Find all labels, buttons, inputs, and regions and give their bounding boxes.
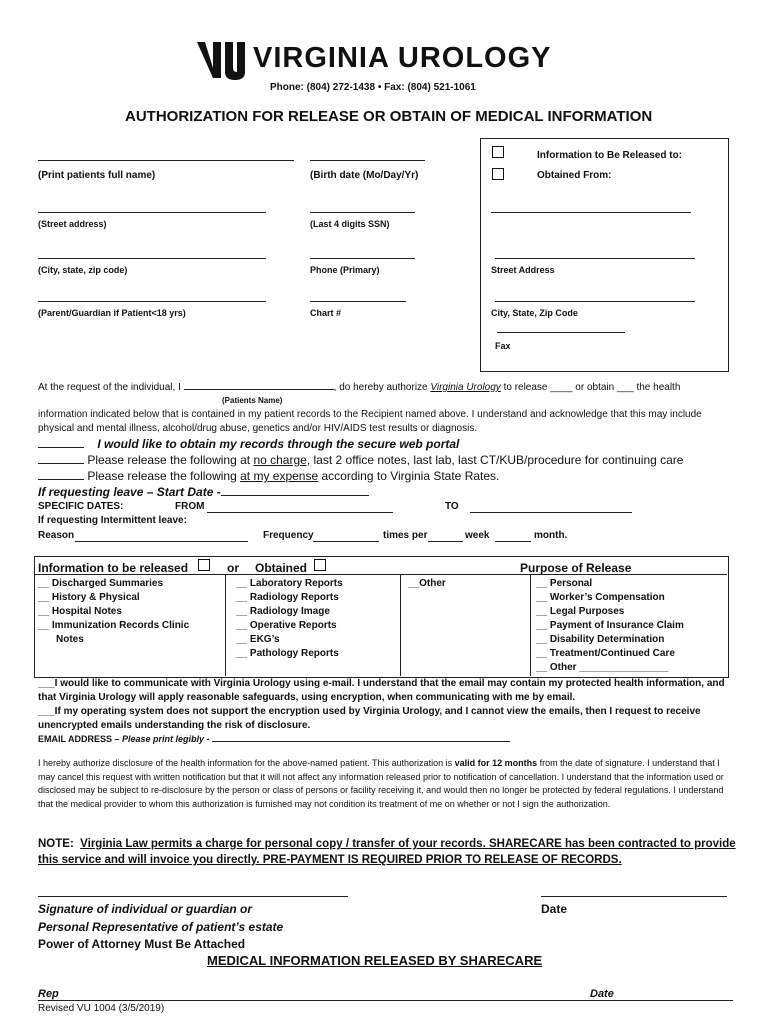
or-label: or — [227, 561, 239, 575]
note-text: Virginia Law permits a charge for personal copy / transfer of your records. SHARECARE has been contracted to provide this service and will invoice you directly. PRE-PAYMENT IS REQUIRED PRIOR TO RELEASE OF RECORDS. — [38, 838, 736, 866]
signature-date-line[interactable] — [541, 896, 727, 897]
patient-name-label: (Print patients full name) — [38, 170, 156, 181]
list-item[interactable]: __Other — [408, 578, 446, 589]
authorization-line — [38, 382, 680, 393]
list-item[interactable]: __ Laboratory Reports — [236, 578, 343, 589]
phone-line[interactable] — [310, 258, 415, 259]
list-item[interactable]: __ History & Physical — [38, 592, 140, 603]
street-address-label: (Street address) — [38, 219, 107, 229]
leave-start-text: If requesting leave – Start Date - — [38, 485, 221, 499]
portal-request-text: I would like to obtain my records through the secure web portal — [97, 437, 460, 451]
expense-request[interactable] — [38, 469, 499, 483]
reason-label: Reason — [38, 530, 75, 541]
expense-text-u: at my expense — [240, 469, 319, 483]
obtained-from-checkbox[interactable] — [492, 168, 504, 180]
revision-label: Revised VU 1004 (3/5/2019) — [38, 1003, 165, 1014]
list-item[interactable]: __ Treatment/Continued Care — [536, 648, 675, 659]
to-date-line[interactable] — [470, 512, 632, 513]
table-col-1 — [38, 577, 189, 647]
to-label: TO — [445, 501, 459, 512]
leave-start[interactable] — [38, 485, 369, 499]
released-header: Information to be released — [38, 561, 189, 575]
validity-text-b: from the date of signature. I understand that I may cancel this request with written notification but that it will not affect any information released prior to notification of cancellation. I understand that the information used or disclosed may be subject to re-disclosure by the person or class of persons or facility receiving it, and would then no longer be protected by federal regulations. I understand that the medical provider to whom this authorization is furnished may not condition its treatment of me on whether or not I sign the authorization. — [38, 758, 724, 809]
validity-bold: valid for 12 months — [454, 758, 538, 768]
times-per-line[interactable] — [428, 541, 463, 542]
sharecare-rep-label: Rep — [38, 988, 59, 1000]
week-line[interactable] — [495, 541, 531, 542]
birth-date-label: (Birth date (Mo/Day/Yr) — [310, 170, 419, 181]
table-header-divider — [34, 574, 727, 575]
obtained-header: Obtained — [255, 561, 308, 575]
table-col-divider-3 — [530, 574, 531, 676]
no-charge-request[interactable] — [38, 453, 683, 467]
recipient-city-line[interactable] — [495, 301, 695, 302]
city-line[interactable] — [38, 258, 266, 259]
ssn-line[interactable] — [310, 212, 415, 213]
no-charge-text-a: Please release the following at — [87, 453, 254, 467]
sharecare-date-label: Date — [590, 988, 614, 1000]
sharecare-rep-line[interactable] — [38, 1000, 733, 1001]
released-to-checkbox[interactable] — [492, 146, 504, 158]
week-label: week — [465, 530, 490, 541]
org-name: Virginia Urology — [430, 382, 501, 393]
chart-line[interactable] — [310, 301, 406, 302]
authorization-paragraph: information indicated below that is contained in my patient records to the Recipient named above. I understand and acknowledge that this may include physical and mental illness, alcohol/drug abuse, genetics and/or HIV/AIDS test results or diagnosis. — [38, 409, 702, 434]
recipient-street-label: Street Address — [491, 265, 555, 275]
email-unencrypted[interactable]: ___If my operating system does not support the encryption used by Virginia Urology, and I cannot view the emails, then I request to receive unencrypted emails understanding the risk of disclosure. — [38, 706, 701, 731]
guardian-line[interactable] — [38, 301, 266, 302]
contact-line: Phone: (804) 272-1438 • Fax: (804) 521-1061 — [270, 82, 476, 93]
list-item[interactable]: __ Radiology Image — [236, 606, 330, 617]
list-item[interactable]: __ Other ________________ — [536, 662, 669, 673]
signature-date-label: Date — [541, 902, 568, 916]
patient-name-line[interactable] — [38, 160, 294, 161]
released-to-label: Information to Be Released to: — [537, 150, 683, 161]
list-item[interactable]: __ Discharged Summaries — [38, 578, 164, 589]
recipient-fax-line[interactable] — [497, 332, 625, 333]
phone-label: Phone (Primary) — [310, 265, 380, 275]
signature-label-1: Signature of individual or guardian or — [38, 902, 253, 916]
recipient-city-label: City, State, Zip Code — [491, 308, 578, 318]
guardian-label: (Parent/Guardian if Patient<18 yrs) — [38, 308, 186, 318]
list-item[interactable]: __ EKG’s — [236, 634, 280, 645]
no-charge-text-b: last 2 office notes, last lab, last CT/KUB/procedure for continuing care — [310, 453, 684, 467]
signature-label-2: Personal Representative of patient’s estate — [38, 920, 284, 934]
signature-line[interactable] — [38, 896, 348, 897]
email-consent[interactable]: ___I would like to communicate with Virginia Urology using e-mail. I understand that the email may contain my protected health information, and that Virginia Urology will apply reasonable safeguards, using encryption, when communicating with me by email. — [38, 678, 725, 703]
recipient-fax-label: Fax — [495, 341, 511, 351]
list-item[interactable]: __ Radiology Reports — [236, 592, 339, 603]
list-item[interactable]: __ Hospital Notes — [38, 606, 122, 617]
frequency-line[interactable] — [313, 541, 379, 542]
chart-label: Chart # — [310, 308, 342, 318]
frequency-label: Frequency — [263, 530, 314, 541]
expense-text-a: Please release the following — [87, 469, 241, 483]
validity-text-a: I hereby authorize disclosure of the health information for the above-named patient. This authorization is — [38, 758, 455, 768]
note-label: NOTE: — [38, 838, 74, 850]
table-col-divider-1 — [225, 574, 226, 676]
authorization-text-a: At the request of the individual, I — [38, 382, 184, 393]
street-address-line[interactable] — [38, 212, 266, 213]
virginia-urology-logo-icon — [195, 40, 245, 80]
page-title: AUTHORIZATION FOR RELEASE OR OBTAIN OF MEDICAL INFORMATION — [125, 108, 653, 125]
validity-paragraph — [38, 757, 733, 811]
list-item[interactable]: __ Worker’s Compensation — [536, 592, 665, 603]
email-address-label: EMAIL ADDRESS – — [38, 734, 123, 744]
times-per-label: times per — [383, 530, 428, 541]
table-col-divider-2 — [400, 574, 401, 676]
obtained-from-label: Obtained From: — [537, 170, 612, 181]
patients-name-caption: (Patients Name) — [222, 396, 283, 405]
purpose-header: Purpose of Release — [520, 561, 632, 575]
birth-date-line[interactable] — [310, 160, 425, 161]
obtained-checkbox[interactable] — [314, 559, 326, 571]
recipient-name-line[interactable] — [491, 212, 691, 213]
city-label: (City, state, zip code) — [38, 265, 128, 275]
list-item[interactable]: __ Operative Reports — [236, 620, 337, 631]
patients-name-blank[interactable] — [184, 389, 334, 390]
authorization-text-c: to release ____ or obtain ___ the health — [500, 382, 681, 393]
ssn-label: (Last 4 digits SSN) — [310, 219, 390, 229]
table-col-2 — [236, 577, 343, 661]
reason-line[interactable] — [75, 541, 248, 542]
sharecare-title: MEDICAL INFORMATION RELEASED BY SHARECARE — [207, 953, 543, 968]
table-col-3 — [408, 577, 446, 591]
sharecare-note — [38, 836, 738, 868]
email-address-hint: Please print legibly - — [122, 734, 210, 744]
from-date-line[interactable] — [207, 512, 393, 513]
list-item[interactable]: __ Disability Determination — [536, 634, 665, 645]
email-address-row[interactable] — [38, 734, 510, 744]
logo-wordmark: VIRGINIA UROLOGY — [253, 42, 552, 74]
intermittent-label: If requesting Intermittent leave: — [38, 515, 187, 526]
from-label: FROM — [175, 501, 205, 512]
list-item[interactable]: __ Pathology Reports — [236, 648, 339, 659]
recipient-street-line[interactable] — [495, 258, 695, 259]
portal-request[interactable] — [38, 437, 459, 451]
specific-dates-label: SPECIFIC DATES: — [38, 501, 124, 512]
authorization-text-b: , do hereby authorize — [333, 382, 431, 393]
list-item[interactable]: __ Legal Purposes — [536, 606, 625, 617]
expense-text-b: according to Virginia State Rates. — [318, 469, 500, 483]
no-charge-text-u: no charge, — [253, 453, 311, 467]
list-item[interactable]: __ Payment of Insurance Claim — [536, 620, 684, 631]
list-item: Notes — [56, 634, 84, 645]
list-item[interactable]: __ Personal — [536, 578, 593, 589]
list-item[interactable]: __ Immunization Records Clinic — [38, 620, 190, 631]
month-label: month. — [534, 530, 568, 541]
table-col-4 — [536, 577, 684, 675]
released-checkbox[interactable] — [198, 559, 210, 571]
signature-label-3: Power of Attorney Must Be Attached — [38, 937, 246, 951]
